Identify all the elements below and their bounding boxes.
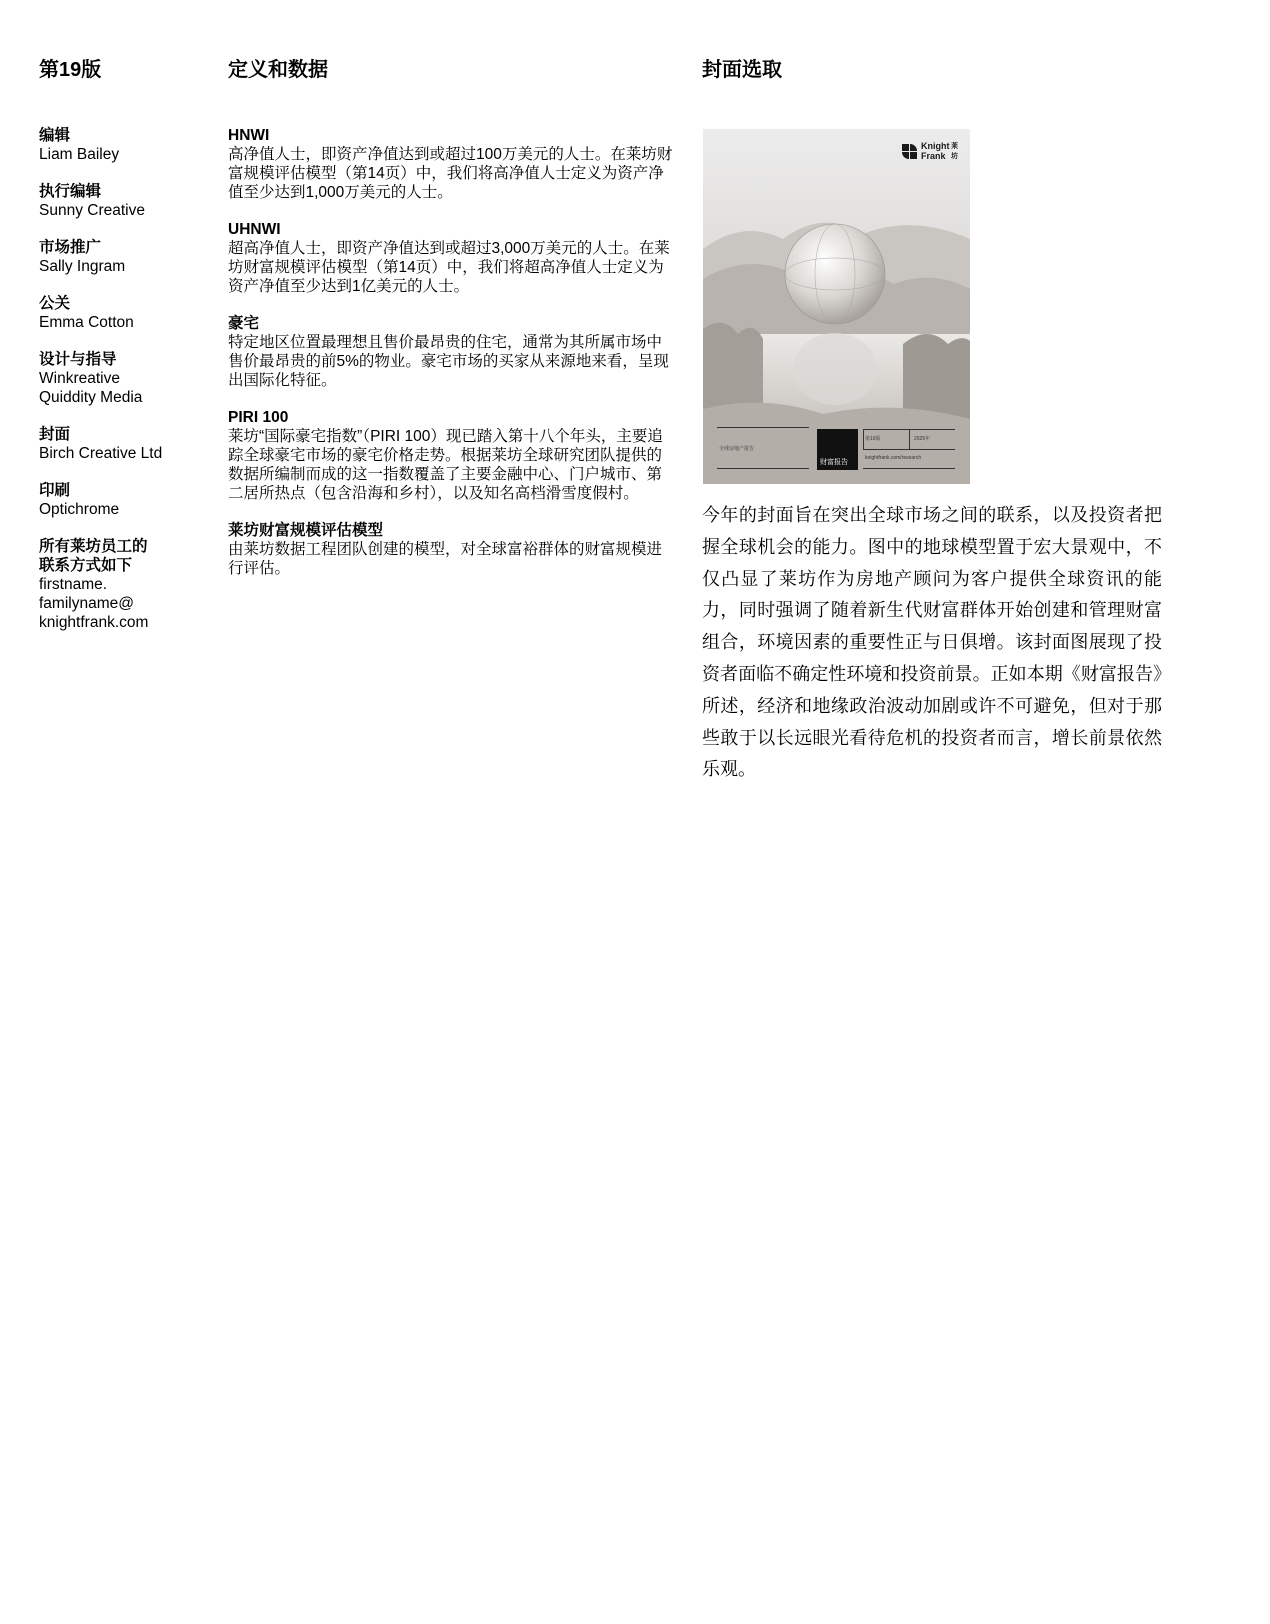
definition-term: 莱坊财富规模评估模型 xyxy=(228,522,384,539)
credit-label: 封面 xyxy=(39,426,71,443)
credit-label: 设计与指导 xyxy=(39,351,117,368)
credit-value: Liam Bailey xyxy=(39,146,120,163)
credit-design xyxy=(39,350,209,407)
definition-term: UHNWI xyxy=(228,221,281,238)
credit-value: Emma Cotton xyxy=(39,314,134,331)
knight-frank-logo xyxy=(902,142,960,164)
credit-executive-editor xyxy=(39,182,209,220)
credit-value: Optichrome xyxy=(39,501,120,518)
cover-heading: 封面选取 xyxy=(702,59,782,81)
definition-text: 高净值人士，即资产净值达到或超过100万美元的人士。在莱坊财富规模评估模型（第14页）中，我们将高净值人士定义为资产净值至少达到1,000万美元的人士。 xyxy=(228,146,673,201)
credit-label: 公关 xyxy=(39,295,71,312)
credit-value: Birch Creative Ltd xyxy=(39,445,163,462)
knight-frank-logo-mark xyxy=(902,144,918,160)
definition-wealth-sizing-model xyxy=(228,521,676,578)
definition-text: 莱坊“国际豪宅指数”（PIRI 100）现已踏入第十八个年头，主要追踪全球豪宅市场的豪宅价格走势。根据莱坊全球研究团队提供的数据所编制而成的这一指数覆盖了主要金融中心、门户城市、第二居所热点（包含沿海和乡村），以及知名高档滑雪度假村。 xyxy=(228,428,663,502)
definition-text: 由莱坊数据工程团队创建的模型，对全球富裕群体的财富规模进行评估。 xyxy=(228,541,663,577)
knight-frank-logo-word: Knight Frank xyxy=(921,141,950,161)
definition-term: PIRI 100 xyxy=(228,409,289,426)
cover-description: 今年的封面旨在突出全球市场之间的联系，以及投资者把握全球机会的能力。图中的地球模型置于宏大景观中，不仅凸显了莱坊作为房地产顾问为客户提供全球资讯的能力，同时强调了随着新生代财富群体开始创建和管理财富组合，环境因素的重要性正与日俱增。该封面图展现了投资者面临不确定性环境和投资前景。正如本期《财富报告》所述，经济和地缘政治波动加剧或许不可避免，但对于那些敢于以长远眼光看待危机的投资者而言，增长前景依然乐观。 xyxy=(702,505,1162,780)
cover-small-year: 2025年 xyxy=(914,436,931,442)
definition-hnwi xyxy=(228,126,676,202)
cover-small-title: 全球房地产报告 xyxy=(719,446,755,452)
definitions-heading: 定义和数据 xyxy=(228,59,328,81)
definition-text: 特定地区位置最理想且售价最昂贵的住宅，通常为其所属市场中售价最昂贵的前5%的物业。豪宅市场的买家从来源地来看，呈现出国际化特征。 xyxy=(228,334,669,389)
edition-heading: 第19版 xyxy=(39,59,102,81)
cover-small-edition: 第19版 xyxy=(865,436,881,442)
credit-printing xyxy=(39,481,209,519)
credits-list xyxy=(39,126,209,650)
credit-editor xyxy=(39,126,209,164)
cover-small-url: knightfrank.com/research xyxy=(865,455,922,461)
definition-term: 豪宅 xyxy=(228,315,260,332)
definition-piri-100 xyxy=(228,408,676,503)
contact-email-format: firstname. familyname@ knightfrank.com xyxy=(39,576,149,631)
knight-frank-logo-cn: 莱 坊 xyxy=(951,143,958,160)
credit-cover xyxy=(39,425,209,463)
definition-uhnwi xyxy=(228,220,676,296)
credit-value: Sally Ingram xyxy=(39,258,126,275)
credit-label: 编辑 xyxy=(39,127,71,144)
credit-marketing xyxy=(39,238,209,276)
credit-value: Winkreative Quiddity Media xyxy=(39,370,143,406)
definition-term: HNWI xyxy=(228,127,270,144)
definition-text: 超高净值人士，即资产净值达到或超过3,000万美元的人士。在莱坊财富规模评估模型（第14页）中，我们将超高净值人士定义为资产净值至少达到1亿美元的人士。 xyxy=(228,240,670,295)
cover-image xyxy=(703,129,970,484)
credit-label: 印刷 xyxy=(39,482,71,499)
credit-label: 所有莱坊员工的 联系方式如下 xyxy=(39,538,148,574)
cover-title-label: 财富报告 xyxy=(820,459,848,466)
credit-label: 市场推广 xyxy=(39,239,102,256)
credit-label: 执行编辑 xyxy=(39,183,102,200)
credit-contact xyxy=(39,537,209,632)
definition-prime-property xyxy=(228,314,676,390)
cover-title-box xyxy=(817,429,858,470)
definitions-list xyxy=(228,126,676,596)
credit-pr xyxy=(39,294,209,332)
credit-value: Sunny Creative xyxy=(39,202,145,219)
